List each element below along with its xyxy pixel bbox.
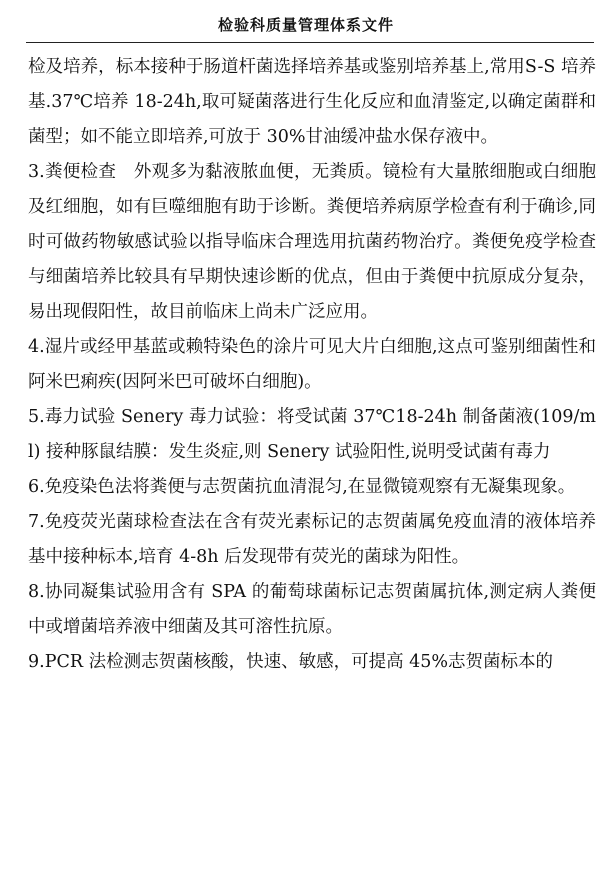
document-body [28, 50, 596, 680]
paragraph-immunostaining: 6.免疫染色法将粪便与志贺菌抗血清混匀,在显微镜观察有无凝集现象。 [28, 477, 576, 497]
paragraph-pcr: 9.PCR 法检测志贺菌核酸，快速、敏感，可提高 45%志贺菌标本的 [28, 652, 554, 672]
paragraph-immunofluorescence: 7.免疫荧光菌球检查法在含有荧光素标记的志贺菌属免疫血清的液体培养基中接种标本,培育 4-8h 后发现带有荧光的菌球为阳性。 [28, 512, 596, 567]
paragraph-coagglutination: 8.协同凝集试验用含有 SPA 的葡萄球菌标记志贺菌属抗体,测定病人粪便中或增菌培养液中细菌及其可溶性抗原。 [28, 582, 596, 637]
header-divider [26, 42, 594, 43]
paragraph-wet-smear: 4.湿片或经甲基蓝或赖特染色的涂片可见大片白细胞,这点可鉴别细菌性和阿米巴痢疾(因阿米巴可破坏白细胞)。 [28, 337, 596, 392]
page-header-title: 检验科质量管理体系文件 [217, 16, 394, 34]
paragraph-stool-exam: 3.粪便检查 外观多为黏液脓血便，无粪质。镜检有大量脓细胞或白细胞及红细胞，如有巨噬细胞有助于诊断。粪便培养病原学检查有利于确诊,同时可做药物敏感试验以指导临床合理选用抗菌药物治疗。粪便免疫学检查与细菌培养比较具有早期快速诊断的优点，但由于粪便中抗原成分复杂，易出现假阳性，故目前临床上尚未广泛应用。 [28, 162, 596, 322]
paragraph-virulence-test: 5.毒力试验 Senery 毒力试验：将受试菌 37℃18-24h 制备菌液(109/ml) 接种豚鼠结膜：发生炎症,则 Senery 试验阳性,说明受试菌有毒力 [28, 407, 596, 462]
paragraph-culture-continued: 检及培养，标本接种于肠道杆菌选择培养基或鉴别培养基上,常用S-S 培养基.37℃培养 18-24h,取可疑菌落进行生化反应和血清鉴定,以确定菌群和菌型；如不能立即培养,可放于 30%甘油缓冲盐水保存液中。 [28, 57, 596, 147]
